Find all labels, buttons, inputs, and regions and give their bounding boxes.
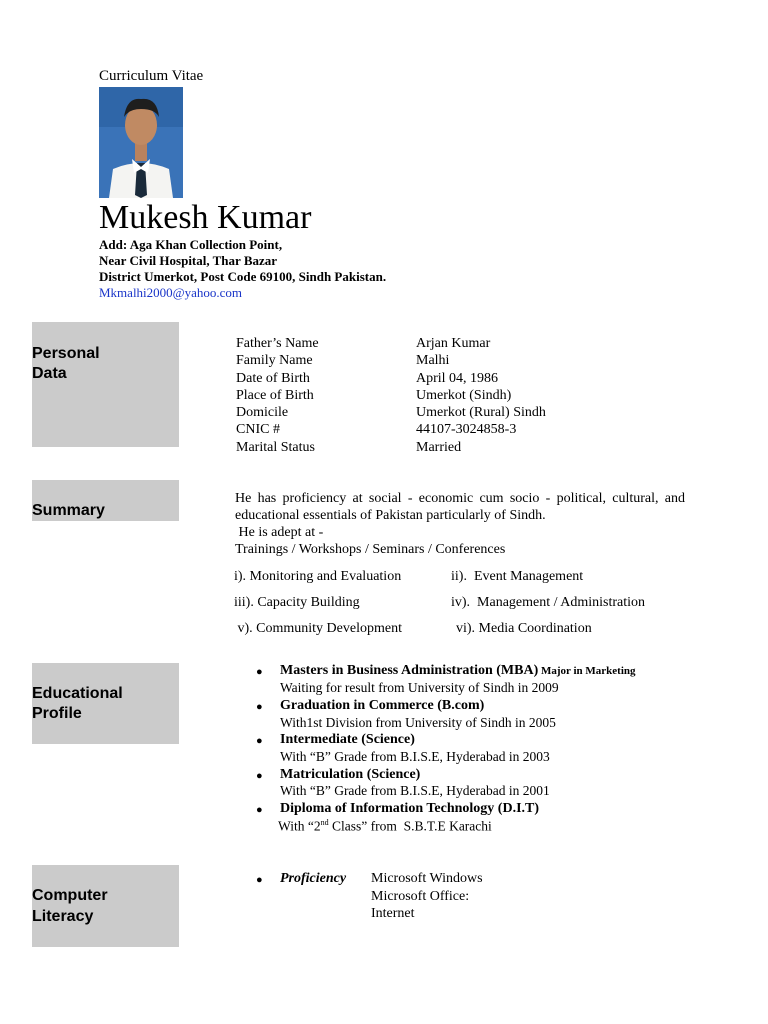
section-label: Computer	[32, 887, 108, 904]
activity-item: iii). Capacity Building	[234, 595, 360, 610]
address-line: Near Civil Hospital, Thar Bazar	[99, 253, 278, 268]
section-label: Educational	[32, 685, 123, 702]
personal-value: 44107-3024858-3	[416, 422, 517, 437]
bullet-icon: ●	[256, 735, 263, 747]
education-title: Diploma of Information Technology (D.I.T)	[280, 801, 540, 816]
candidate-name: Mukesh Kumar	[99, 199, 312, 236]
address-line: Add: Aga Khan Collection Point,	[99, 237, 283, 252]
activity-item: vi). Media Coordination	[456, 621, 592, 636]
section-personal-data	[32, 322, 179, 447]
education-detail: With1st Division from University of Sindh in 2005	[280, 715, 556, 730]
section-label: Profile	[32, 705, 82, 722]
personal-value: Malhi	[416, 353, 450, 368]
activity-item: v). Community Development	[234, 621, 402, 636]
email-link[interactable]: Mkmalhi2000@yahoo.com	[99, 285, 243, 300]
personal-label: Place of Birth	[236, 388, 314, 403]
education-title: Masters in Business Administration (MBA) Major in Marketing	[280, 663, 636, 678]
section-summary	[32, 480, 179, 521]
summary-paragraph: He has proficiency at social - economic cum socio - political, cultural, and educational essentials of Pakistan particularly of Sindh.	[235, 491, 685, 523]
summary-trainings: Trainings / Workshops / Seminars / Conferences	[235, 542, 506, 557]
education-title: Matriculation (Science)	[280, 767, 421, 782]
profile-photo	[99, 87, 183, 198]
personal-label: Marital Status	[236, 440, 315, 455]
education-detail: Waiting for result from University of Sindh in 2009	[280, 680, 559, 695]
education-detail: With “B” Grade from B.I.S.E, Hyderabad in 2003	[280, 749, 550, 764]
address	[99, 237, 386, 285]
activity-item: ii). Event Management	[451, 569, 584, 584]
education-title: Intermediate (Science)	[280, 732, 415, 747]
proficiency-label: Proficiency	[280, 871, 347, 886]
education-title: Graduation in Commerce (B.com)	[280, 698, 485, 713]
section-label: Literacy	[32, 908, 94, 925]
personal-label: Date of Birth	[236, 371, 310, 386]
bullet-icon: ●	[256, 804, 263, 816]
personal-label: Father’s Name	[236, 336, 319, 351]
section-label: Personal	[32, 345, 100, 362]
education-detail: With “B” Grade from B.I.S.E, Hyderabad in 2001	[280, 783, 550, 798]
personal-label: CNIC #	[236, 422, 280, 437]
section-label: Summary	[32, 502, 105, 519]
section-educational-profile	[32, 663, 179, 744]
education-detail: With “2nd Class” from S.B.T.E Karachi	[278, 818, 492, 834]
proficiency-item: Microsoft Office:	[371, 889, 470, 904]
personal-value: April 04, 1986	[416, 371, 499, 386]
personal-value: Umerkot (Sindh)	[416, 388, 512, 403]
cv-title: Curriculum Vitae	[99, 68, 204, 84]
personal-value: Married	[416, 440, 462, 455]
bullet-icon: ●	[256, 770, 263, 782]
bullet-icon: ●	[256, 701, 263, 713]
bullet-icon: ●	[256, 874, 263, 886]
address-line: District Umerkot, Post Code 69100, Sindh Pakistan.	[99, 269, 387, 284]
summary-adept: He is adept at -	[235, 525, 324, 540]
section-computer-literacy	[32, 865, 179, 947]
personal-label: Domicile	[236, 405, 289, 420]
section-label: Data	[32, 365, 67, 382]
bullet-icon: ●	[256, 666, 263, 678]
personal-value: Umerkot (Rural) Sindh	[416, 405, 546, 420]
activity-item: i). Monitoring and Evaluation	[234, 569, 402, 584]
personal-label: Family Name	[236, 353, 313, 368]
proficiency-item: Microsoft Windows	[371, 871, 483, 886]
proficiency-item: Internet	[371, 906, 415, 921]
activity-item: iv). Management / Administration	[451, 595, 646, 610]
summary-text	[235, 490, 685, 558]
personal-value: Arjan Kumar	[416, 336, 491, 351]
